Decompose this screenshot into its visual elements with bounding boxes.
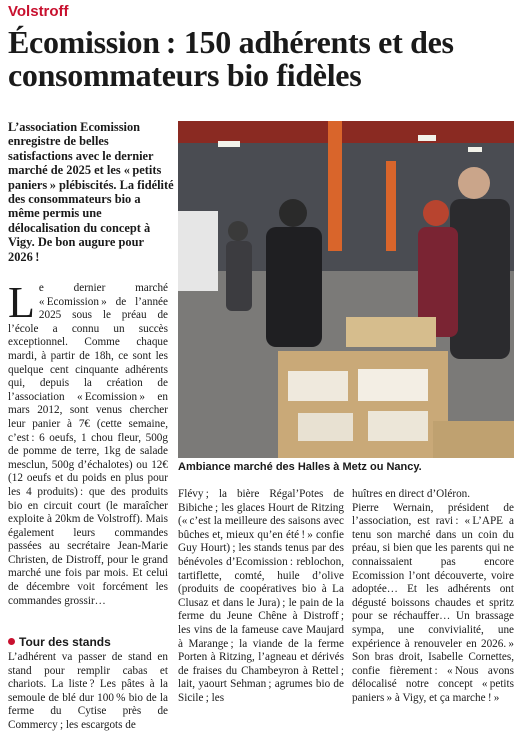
subheading: [8, 635, 111, 649]
article-column-3: huîtres en direct d’Oléron. Pierre Wernain, président de l’association, est ravi : « L’APE a tenu son marché dans un coin du préau, si bien que les parents qui ne connaissaient pas encore Ecomission l’ont découverte, voire adoptée… Et les adhérents ont dégusté boissons chaudes et spritz pour se réchauffer… Un brassage sympa, une convivialité, une expérience à renouveler en 2026. » Son bras droit, Isabelle Cornettes, confie fièrement : « Nous avons délocalisé notre concept « petits paniers » à Vigy, et ça marche ! »: [352, 488, 514, 704]
headline: Écomission : 150 adhérents et des consommateurs bio fidèles: [8, 24, 454, 93]
section-kicker: Volstroff: [8, 3, 69, 20]
bullet-icon: [8, 638, 15, 645]
subheading-text: Tour des stands: [19, 635, 111, 649]
article-text-1: e dernier marché « Ecomission » de l’année 2025 sous le préau de l’école a connu un succès exceptionnel. Comme chaque mardi, à partir de 18h, ce sont les quelque cent cinquante adhérents qui, depuis la création de l’association « Ecomission » en mars 2012, sont venus chercher leur panier à 7€ (cette semaine, c’est : 6 oeufs, 1 chou fleur, 500g de pomme de terre, 1kg de salade mesclun, 500g d’échalotes) ou 12€ (12 oeufs et du poids en plus pour les 4 produits) : que des produits bio en circuit court (le maraîcher exploite à 20km de Volstroff). Mais également leurs commandes passées au secrétaire Jean-Marie Christen, de Distroff, pour le grand marché une fois par mois. Et celui de décembre voit forcément les commandes grossir…: [8, 282, 168, 607]
market-scene-illustration: [178, 121, 514, 458]
article-column-2: Flévy ; la bière Régal’Potes de Bibiche ; les glaces Hourt de Ritzing (« c’est la meilleure des saisons avec bûches et, mieux qu’en été ! » confie Guy Hourt) ; les stands tenus par des bénévoles d’Ecomission : reblochon, tartiflette, comté, huile d’olive (produits de coopératives bio à La Clusaz et dans le Jura) ; le pain de la ferme du Jeune Chêne à Distroff ; les vins de la fameuse cave Maujard à Marange ; la viande de la ferme Porten à Ritzing, l’agneau et dérivés de fraises du Chambeyron à Rettel ; lait, yaourt Sehman ; agrumes bio de Sicile ; les: [178, 488, 344, 704]
market-photo: [178, 121, 514, 458]
article-column-1: [8, 282, 168, 627]
photo-caption: Ambiance marché des Halles à Metz ou Nancy.: [178, 461, 422, 473]
chapo: L’association Ecomission enregistre de belles satisfactions avec le dernier marché de 2025 et les « petits paniers » plébiscités. La fidélité des consommateurs bio a même permis une délocalisation du concept à Vigy. De bon augure pour 2026 !: [8, 120, 174, 264]
drop-cap: L: [8, 282, 35, 327]
article-column-1b: L’adhérent va passer de stand en stand pour remplir cabas et chariots. La liste ? Les pâtes à la semoule de blé dur 100 % bio de la ferme du Cytise près de Commercy ; les escargots de: [8, 651, 168, 731]
